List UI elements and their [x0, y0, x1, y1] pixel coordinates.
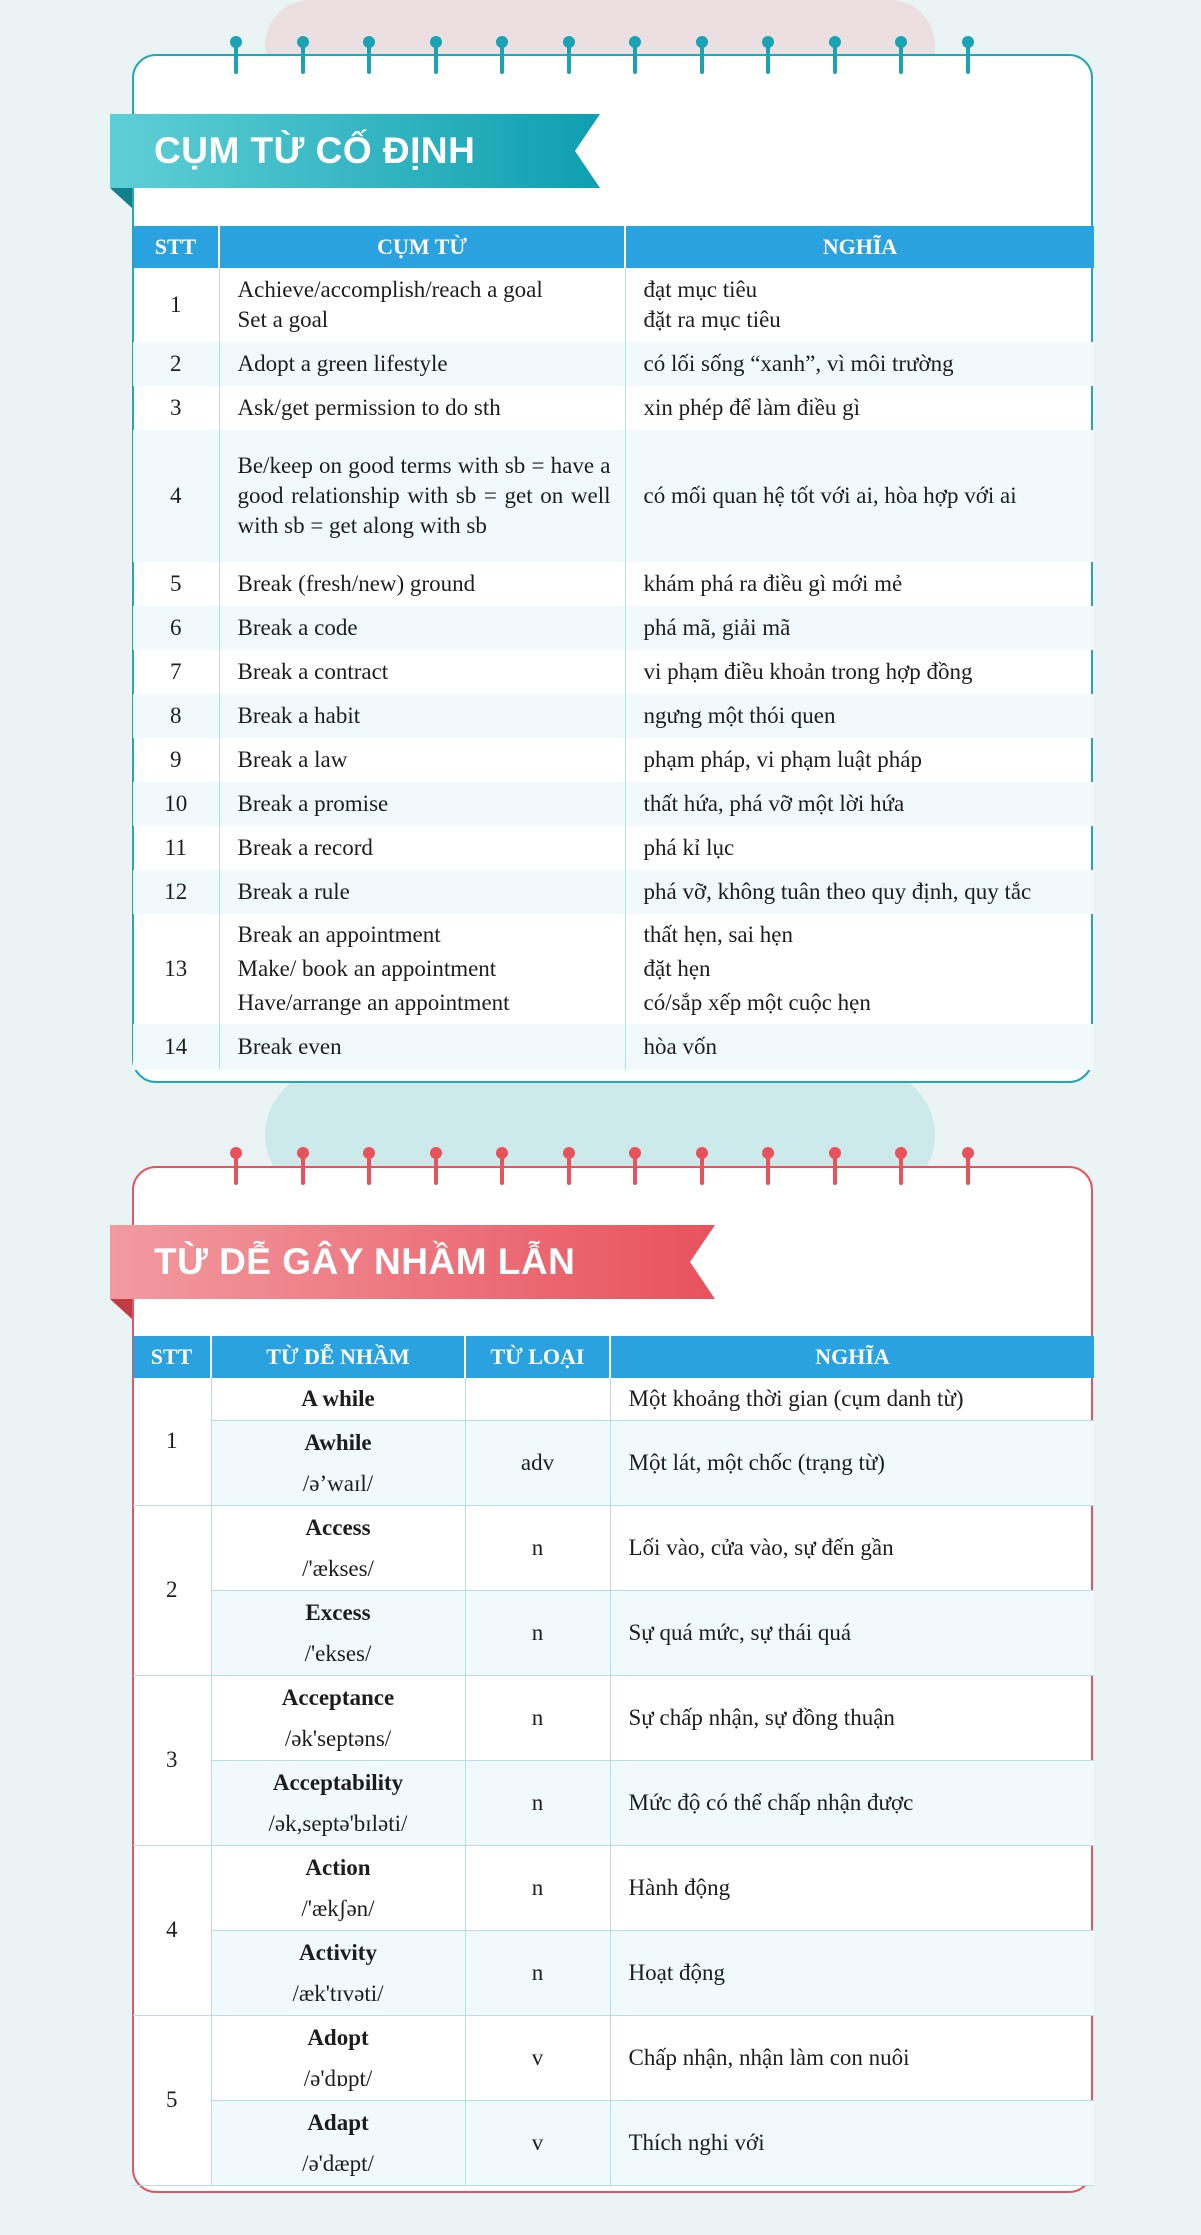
- meaning-cell: [625, 268, 1094, 342]
- row-number: 1: [133, 268, 219, 342]
- meaning-cell: [625, 826, 1094, 870]
- ipa-text: /ə'dɒpt/: [303, 2065, 373, 2091]
- meaning-text: đặt hẹn: [643, 956, 711, 981]
- ipa-text: /ə'dæpt/: [302, 2150, 374, 2176]
- row-number: 14: [133, 1024, 219, 1070]
- header-stt: STT: [133, 1336, 211, 1378]
- phrase-text: Break even: [237, 1034, 342, 1059]
- phrase-text: Ask/get permission to do sth: [237, 395, 501, 420]
- phrase-text: Break (fresh/new) ground: [237, 571, 476, 596]
- meaning-cell: [625, 562, 1094, 606]
- word-cell: [211, 1590, 465, 1675]
- meaning-text: xin phép để làm điều gì: [643, 395, 861, 420]
- meaning-cell: [625, 1024, 1094, 1070]
- meaning-text: phá vỡ, không tuân theo quy định, quy tắc: [643, 879, 1032, 904]
- phrase-text: Be/keep on good terms with sb = have a good relationship with sb = get on well with sb = get along with sb: [237, 453, 611, 538]
- binder-rings-bottom: [230, 1147, 990, 1187]
- phrase-cell: [219, 562, 625, 606]
- binder-ring-stem: [833, 44, 837, 74]
- binder-ring-stem: [500, 44, 504, 74]
- table-row: [133, 1378, 1094, 1420]
- meaning-cell: [625, 870, 1094, 914]
- phrase-text: Break a rule: [237, 879, 350, 904]
- phrase-cell: [219, 342, 625, 386]
- word-type-cell: adv: [465, 1420, 610, 1505]
- binder-ring: [895, 36, 907, 74]
- phrase-cell: [219, 826, 625, 870]
- phrase-cell: [219, 782, 625, 826]
- meaning-cell: Lối vào, cửa vào, sự đến gần: [610, 1505, 1094, 1590]
- row-number: 5: [133, 562, 219, 606]
- binder-ring: [962, 36, 974, 74]
- meaning-text: có/sắp xếp một cuộc hẹn: [643, 990, 871, 1015]
- fixed-phrases-banner: [110, 114, 600, 188]
- word-cell: [211, 1930, 465, 2015]
- binder-ring-stem: [234, 44, 238, 74]
- meaning-text: ngưng một thói quen: [643, 703, 836, 728]
- phrase-cell: [219, 870, 625, 914]
- meaning-cell: Thích nghi với: [610, 2100, 1094, 2185]
- table-row: [133, 562, 1094, 606]
- binder-ring-stem: [899, 44, 903, 74]
- binder-ring-stem: [700, 44, 704, 74]
- binder-ring-stem: [633, 44, 637, 74]
- word-type-cell: v: [465, 2015, 610, 2100]
- binder-ring: [496, 36, 508, 74]
- word-text: Excess: [305, 1599, 371, 1625]
- phrase-cell: [219, 1024, 625, 1070]
- row-number: 6: [133, 606, 219, 650]
- phrase-text: Make/ book an appointment: [237, 956, 497, 981]
- table-header-row: [133, 1336, 1094, 1378]
- row-number: 3: [133, 386, 219, 430]
- table-row: [133, 268, 1094, 342]
- table-row: [133, 1024, 1094, 1070]
- phrase-text: Have/arrange an appointment: [237, 990, 510, 1015]
- section-title: TỪ DỄ GÂY NHẦM LẪN: [154, 1241, 576, 1282]
- meaning-cell: [625, 650, 1094, 694]
- binder-ring: [363, 36, 375, 74]
- meaning-text: vi phạm điều khoản trong hợp đồng: [643, 659, 973, 684]
- meaning-text: khám phá ra điều gì mới mẻ: [643, 571, 903, 596]
- meaning-cell: Sự quá mức, sự thái quá: [610, 1590, 1094, 1675]
- binder-ring: [762, 36, 774, 74]
- table-row: [133, 1845, 1094, 1930]
- meaning-text: phá kỉ lục: [643, 835, 735, 860]
- phrase-cell: [219, 268, 625, 342]
- word-type-cell: n: [465, 1930, 610, 2015]
- binder-ring-stem: [367, 1155, 371, 1185]
- meaning-cell: [625, 606, 1094, 650]
- binder-ring: [430, 1147, 442, 1185]
- meaning-cell: [625, 914, 1094, 1024]
- binder-ring-stem: [367, 44, 371, 74]
- phrase-text: Break a promise: [237, 791, 389, 816]
- row-number: 7: [133, 650, 219, 694]
- phrase-text: Break a record: [237, 835, 373, 860]
- word-type-cell: n: [465, 1845, 610, 1930]
- binder-ring: [230, 1147, 242, 1185]
- confusing-words-table: [133, 1336, 1094, 2186]
- binder-ring-stem: [301, 1155, 305, 1185]
- phrase-text: Break a law: [237, 747, 348, 772]
- row-number: 10: [133, 782, 219, 826]
- table-row: [133, 606, 1094, 650]
- binder-ring: [297, 36, 309, 74]
- meaning-cell: [625, 694, 1094, 738]
- header-word: TỪ DỄ NHẦM: [211, 1336, 465, 1378]
- binder-ring: [629, 1147, 641, 1185]
- phrase-cell: [219, 606, 625, 650]
- word-cell: [211, 2100, 465, 2185]
- word-text: Adapt: [307, 2109, 369, 2135]
- table-row: [133, 342, 1094, 386]
- binder-ring: [829, 1147, 841, 1185]
- phrase-cell: [219, 386, 625, 430]
- phrase-text: Break a code: [237, 615, 358, 640]
- table-row: [133, 650, 1094, 694]
- group-number: 3: [133, 1675, 211, 1845]
- table-row: [133, 782, 1094, 826]
- meaning-cell: Mức độ có thể chấp nhận được: [610, 1760, 1094, 1845]
- binder-ring-stem: [434, 1155, 438, 1185]
- group-number: 4: [133, 1845, 211, 2015]
- phrase-text: Adopt a green lifestyle: [237, 351, 448, 376]
- binder-rings-top: [230, 36, 990, 76]
- binder-ring-stem: [567, 1155, 571, 1185]
- binder-ring: [297, 1147, 309, 1185]
- word-text: A while: [301, 1386, 375, 1412]
- phrase-text: Achieve/accomplish/reach a goal: [237, 277, 543, 302]
- word-cell: [211, 1760, 465, 1845]
- table-row: [133, 1505, 1094, 1590]
- binder-ring-stem: [301, 44, 305, 74]
- binder-ring-stem: [700, 1155, 704, 1185]
- binder-ring-stem: [567, 44, 571, 74]
- group-number: 1: [133, 1378, 211, 1505]
- meaning-cell: Hành động: [610, 1845, 1094, 1930]
- ipa-text: /ə’waɪl/: [302, 1470, 374, 1496]
- meaning-cell: Một khoảng thời gian (cụm danh từ): [610, 1378, 1094, 1420]
- table-row: [133, 1760, 1094, 1845]
- word-text: Action: [305, 1854, 371, 1880]
- meaning-text: có lối sống “xanh”, vì môi trường: [643, 351, 954, 376]
- ipa-text: /'ækses/: [302, 1555, 374, 1581]
- word-text: Activity: [299, 1939, 377, 1965]
- table-row: [133, 2100, 1094, 2185]
- binder-ring: [829, 36, 841, 74]
- header-meaning: NGHĨA: [625, 226, 1094, 268]
- binder-ring: [563, 1147, 575, 1185]
- binder-ring-stem: [833, 1155, 837, 1185]
- phrase-cell: [219, 738, 625, 782]
- binder-ring-stem: [633, 1155, 637, 1185]
- word-cell: [211, 1505, 465, 1590]
- binder-ring-stem: [434, 44, 438, 74]
- table-row: [133, 826, 1094, 870]
- binder-ring: [895, 1147, 907, 1185]
- binder-ring-stem: [766, 1155, 770, 1185]
- table-row: [133, 430, 1094, 562]
- meaning-text: có mối quan hệ tốt với ai, hòa hợp với ai: [643, 483, 1017, 508]
- word-type-cell: [465, 1378, 610, 1420]
- meaning-cell: [625, 782, 1094, 826]
- meaning-cell: [625, 738, 1094, 782]
- meaning-cell: [625, 386, 1094, 430]
- phrase-cell: [219, 430, 625, 562]
- table-row: [133, 2015, 1094, 2100]
- header-stt: STT: [133, 226, 219, 268]
- table-row: [133, 1420, 1094, 1505]
- binder-ring: [563, 36, 575, 74]
- table-row: [133, 1675, 1094, 1760]
- table-row: [133, 738, 1094, 782]
- binder-ring-stem: [966, 1155, 970, 1185]
- ipa-text: /ək,septə'bɪləti/: [268, 1810, 408, 1836]
- binder-ring: [696, 36, 708, 74]
- binder-ring-stem: [899, 1155, 903, 1185]
- word-cell: [211, 1378, 465, 1420]
- row-number: 13: [133, 914, 219, 1024]
- ipa-text: /'ækʃən/: [301, 1895, 375, 1921]
- meaning-text: phạm pháp, vi phạm luật pháp: [643, 747, 922, 772]
- word-cell: [211, 1675, 465, 1760]
- binder-ring: [762, 1147, 774, 1185]
- meaning-cell: Sự chấp nhận, sự đồng thuận: [610, 1675, 1094, 1760]
- binder-ring: [962, 1147, 974, 1185]
- row-number: 8: [133, 694, 219, 738]
- group-number: 5: [133, 2015, 211, 2185]
- header-phrase: CỤM TỪ: [219, 226, 625, 268]
- meaning-cell: Một lát, một chốc (trạng từ): [610, 1420, 1094, 1505]
- phrase-cell: [219, 650, 625, 694]
- word-text: Adopt: [307, 2024, 369, 2050]
- table-row: [133, 386, 1094, 430]
- word-text: Acceptance: [281, 1684, 395, 1710]
- binder-ring-stem: [966, 44, 970, 74]
- meaning-text: thất hứa, phá vỡ một lời hứa: [643, 791, 905, 816]
- header-meaning: NGHĨA: [610, 1336, 1094, 1378]
- word-text: Awhile: [304, 1429, 372, 1455]
- word-type-cell: n: [465, 1675, 610, 1760]
- phrase-text: Break an appointment: [237, 922, 441, 947]
- table-header-row: [133, 226, 1094, 268]
- meaning-text: hòa vốn: [643, 1034, 717, 1059]
- binder-ring: [629, 36, 641, 74]
- confusing-words-banner: [110, 1225, 715, 1299]
- binder-ring: [430, 36, 442, 74]
- binder-ring: [696, 1147, 708, 1185]
- table-row: [133, 1590, 1094, 1675]
- binder-ring: [496, 1147, 508, 1185]
- meaning-text: đặt ra mục tiêu: [643, 307, 781, 332]
- word-type-cell: v: [465, 2100, 610, 2185]
- row-number: 4: [133, 430, 219, 562]
- row-number: 12: [133, 870, 219, 914]
- row-number: 2: [133, 342, 219, 386]
- binder-ring-stem: [766, 44, 770, 74]
- ipa-text: /æk'tɪvəti/: [292, 1980, 384, 2006]
- meaning-text: thất hẹn, sai hẹn: [643, 922, 793, 947]
- ipa-text: /'ekses/: [304, 1640, 372, 1666]
- word-cell: [211, 1845, 465, 1930]
- phrase-cell: [219, 914, 625, 1024]
- table-row: [133, 914, 1094, 1024]
- section-title: CỤM TỪ CỐ ĐỊNH: [154, 130, 476, 171]
- meaning-text: phá mã, giải mã: [643, 615, 791, 640]
- table-row: [133, 694, 1094, 738]
- table-row: [133, 870, 1094, 914]
- phrase-text: Break a contract: [237, 659, 389, 684]
- row-number: 9: [133, 738, 219, 782]
- header-word-type: TỪ LOẠI: [465, 1336, 610, 1378]
- binder-ring: [363, 1147, 375, 1185]
- word-cell: [211, 1420, 465, 1505]
- table-row: [133, 1930, 1094, 2015]
- group-number: 2: [133, 1505, 211, 1675]
- binder-ring: [230, 36, 242, 74]
- fixed-phrases-table: [133, 226, 1094, 1070]
- phrase-cell: [219, 694, 625, 738]
- word-text: Acceptability: [272, 1769, 404, 1795]
- word-type-cell: n: [465, 1760, 610, 1845]
- meaning-text: đạt mục tiêu: [643, 277, 758, 302]
- row-number: 11: [133, 826, 219, 870]
- meaning-cell: Chấp nhận, nhận làm con nuôi: [610, 2015, 1094, 2100]
- meaning-cell: [625, 430, 1094, 562]
- meaning-cell: Hoạt động: [610, 1930, 1094, 2015]
- word-type-cell: n: [465, 1505, 610, 1590]
- word-type-cell: n: [465, 1590, 610, 1675]
- phrase-text: Set a goal: [237, 307, 329, 332]
- ipa-text: /ək'septəns/: [284, 1725, 392, 1751]
- meaning-cell: [625, 342, 1094, 386]
- word-text: Access: [305, 1514, 371, 1540]
- phrase-text: Break a habit: [237, 703, 361, 728]
- word-cell: [211, 2015, 465, 2100]
- binder-ring-stem: [234, 1155, 238, 1185]
- binder-ring-stem: [500, 1155, 504, 1185]
